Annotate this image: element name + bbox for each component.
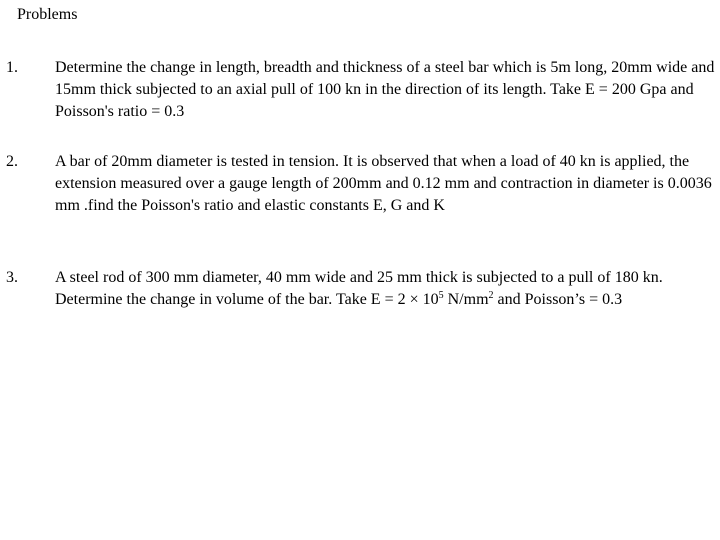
problem-text bbox=[55, 267, 715, 311]
page-title: Problems bbox=[17, 6, 78, 23]
problem-text: A bar of 20mm diameter is tested in tension. It is observed that when a load of 40 kn is applied, the extension measured over a gauge length of 200mm and 0.12 mm and contraction in diameter is 0.0036 mm .find the Poisson's ratio and elastic constants E, G and K bbox=[55, 153, 712, 214]
problem-number: 2. bbox=[6, 153, 18, 170]
problem-text-part: N/mm bbox=[443, 291, 489, 308]
problem-text-part: A steel rod of 300 mm diameter, 40 mm wide and 25 mm thick is subjected to a pull of 180 kn. Determine the change in volume of the bar. Take E = 2 × 10 bbox=[55, 269, 663, 308]
problem-number: 3. bbox=[6, 269, 18, 286]
exponent: 2 bbox=[488, 290, 494, 301]
exponent: 5 bbox=[438, 290, 444, 301]
problem-text-part: and Poisson’s = 0.3 bbox=[493, 291, 623, 308]
problem-text: Determine the change in length, breadth and thickness of a steel bar which is 5m long, 20mm wide and 15mm thick subjected to an axial pull of 100 kn in the direction of its length. Take E = 200 Gpa and Poisson's ratio = 0.3 bbox=[55, 59, 715, 120]
problem-number: 1. bbox=[6, 59, 18, 76]
